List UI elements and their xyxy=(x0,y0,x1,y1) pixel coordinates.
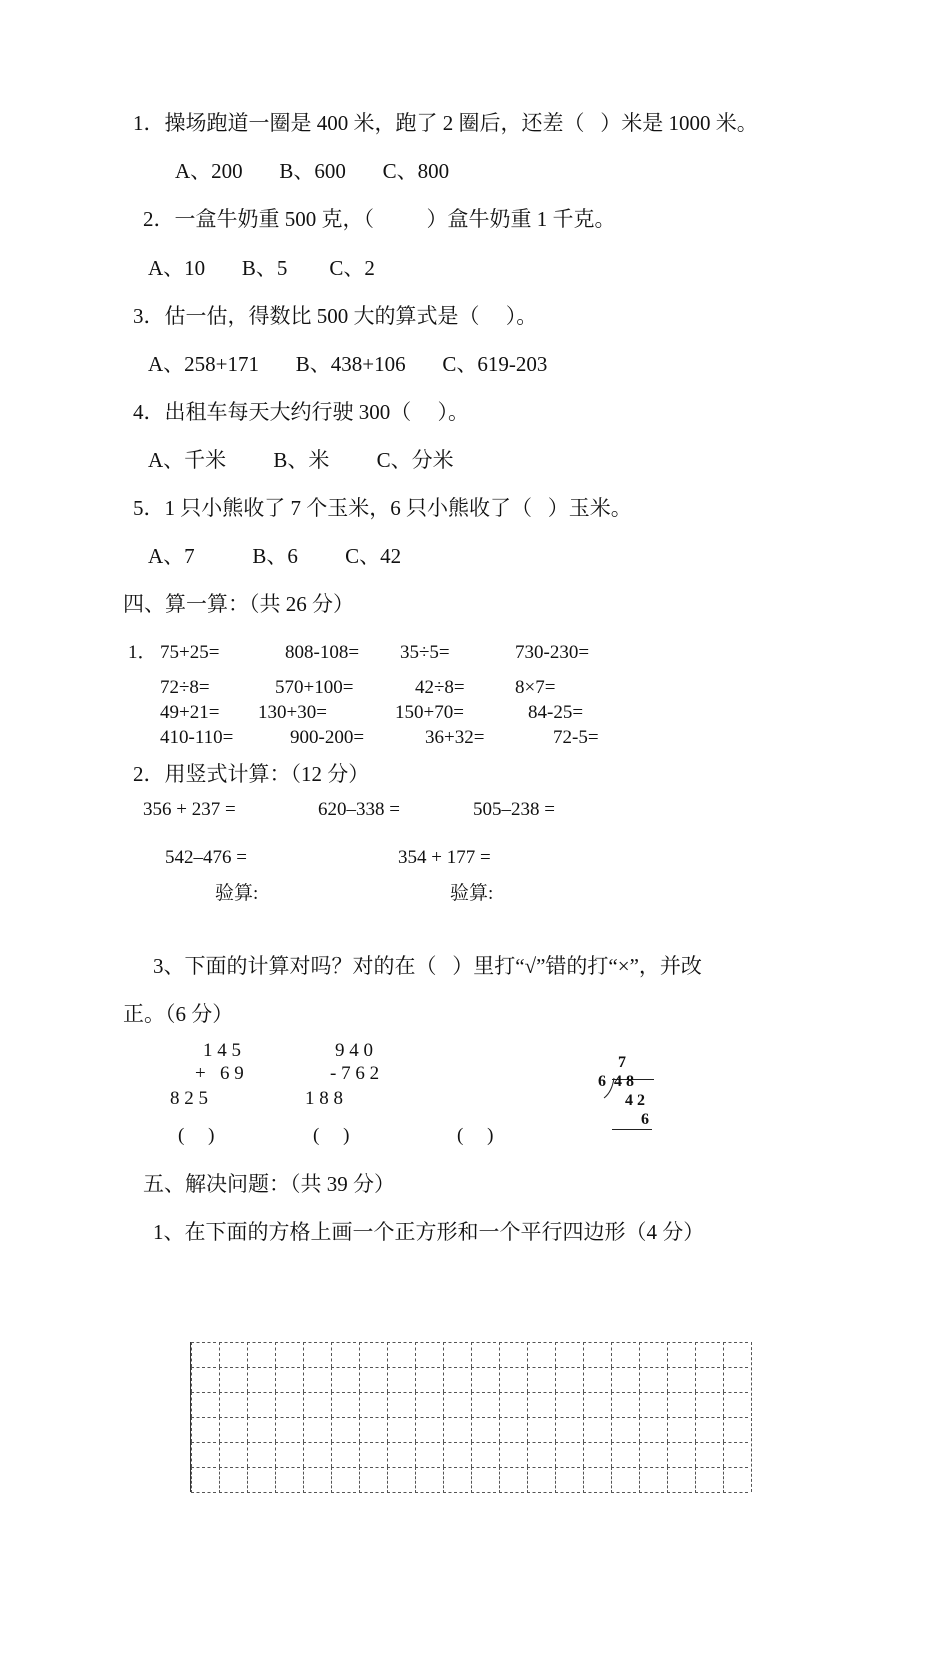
grid-cell[interactable] xyxy=(583,1442,608,1467)
grid-cell[interactable] xyxy=(415,1442,440,1467)
grid-cell[interactable] xyxy=(303,1417,328,1442)
grid-cell[interactable] xyxy=(583,1417,608,1442)
grid-cell[interactable] xyxy=(667,1342,692,1367)
grid-cell[interactable] xyxy=(191,1342,216,1367)
grid-cell[interactable] xyxy=(527,1392,552,1417)
calc-item: 130+30= xyxy=(258,702,327,723)
grid-cell[interactable] xyxy=(359,1367,384,1392)
grid-cell[interactable] xyxy=(499,1342,524,1367)
grid-cell[interactable] xyxy=(499,1417,524,1442)
division-dividend: 4 8 xyxy=(614,1073,634,1090)
calc-item: 35÷5= xyxy=(400,642,450,663)
grid-cell[interactable] xyxy=(275,1342,300,1367)
grid-cell[interactable] xyxy=(191,1467,216,1493)
grid-cell[interactable] xyxy=(695,1467,720,1493)
calc-item: 808-108= xyxy=(285,642,360,663)
grid-cell[interactable] xyxy=(555,1342,580,1367)
grid-cell[interactable] xyxy=(219,1392,244,1417)
calc-item: 75+25= xyxy=(160,642,220,663)
question-4: 4．出租车每天大约行驶 300（ ）。 xyxy=(133,400,469,424)
grid-cell[interactable] xyxy=(667,1442,692,1467)
grid-cell[interactable] xyxy=(667,1392,692,1417)
grid-cell[interactable] xyxy=(275,1392,300,1417)
question-5-options: A、7 B、6 C、42 xyxy=(148,544,402,568)
grid-cell[interactable] xyxy=(415,1392,440,1417)
grid-cell[interactable] xyxy=(639,1467,664,1493)
judge-question-line1: 3、下面的计算对吗？对的在（ ）里打“√”错的打“×”，并改 xyxy=(153,954,702,978)
grid-cell[interactable] xyxy=(443,1442,468,1467)
grid-cell[interactable] xyxy=(191,1442,216,1467)
grid-cell[interactable] xyxy=(499,1367,524,1392)
vertical-calc-item: 505–238 = xyxy=(473,799,555,820)
grid-cell[interactable] xyxy=(723,1367,748,1392)
grid-cell[interactable] xyxy=(611,1417,636,1442)
grid-cell[interactable] xyxy=(499,1442,524,1467)
check-label: 验算: xyxy=(450,883,494,904)
grid-cell[interactable] xyxy=(387,1417,412,1442)
grid-cell[interactable] xyxy=(583,1367,608,1392)
calc-item: 570+100= xyxy=(275,677,354,698)
calc2-top: 9 4 0 xyxy=(335,1040,373,1061)
grid-cell[interactable] xyxy=(191,1367,216,1392)
grid-cell[interactable] xyxy=(611,1392,636,1417)
grid-cell[interactable] xyxy=(303,1392,328,1417)
grid-cell[interactable] xyxy=(667,1367,692,1392)
grid-cell[interactable] xyxy=(527,1442,552,1467)
grid-cell[interactable] xyxy=(723,1392,748,1417)
grid-cell[interactable] xyxy=(247,1442,272,1467)
grid-cell[interactable] xyxy=(499,1467,524,1493)
calc-item: 36+32= xyxy=(425,727,485,748)
calc-item: 410-110= xyxy=(160,727,234,748)
question-3: 3．估一估，得数比 500 大的算式是（ ）。 xyxy=(133,304,538,328)
division-quotient: 7 xyxy=(618,1054,626,1071)
grid-cell[interactable] xyxy=(359,1417,384,1442)
grid-cell[interactable] xyxy=(611,1467,636,1493)
question-2: 2．一盒牛奶重 500 克，（ ）盒牛奶重 1 千克。 xyxy=(143,207,616,231)
grid-cell[interactable] xyxy=(667,1467,692,1493)
grid-cell[interactable] xyxy=(639,1417,664,1442)
section-5-question-1: 1、在下面的方格上画一个正方形和一个平行四边形（4 分） xyxy=(153,1220,705,1244)
grid-cell[interactable] xyxy=(527,1342,552,1367)
section-4-title: 四、算一算：（共 26 分） xyxy=(123,592,354,616)
question-1-options: A、200 B、600 C、800 xyxy=(175,159,450,183)
grid-cell[interactable] xyxy=(695,1417,720,1442)
grid-cell[interactable] xyxy=(611,1342,636,1367)
question-5: 5．1 只小熊收了 7 个玉米，6 只小熊收了（ ）玉米。 xyxy=(133,496,632,520)
division-product: 4 2 xyxy=(625,1092,645,1109)
grid-cell[interactable] xyxy=(331,1367,356,1392)
grid-cell[interactable] xyxy=(667,1417,692,1442)
vertical-calc-title: 2．用竖式计算：（12 分） xyxy=(133,762,370,786)
grid-cell[interactable] xyxy=(443,1392,468,1417)
grid-cell[interactable] xyxy=(219,1342,244,1367)
calc1-result: 8 2 5 xyxy=(170,1088,208,1109)
grid-cell[interactable] xyxy=(583,1342,608,1367)
calc-item: 72-5= xyxy=(553,727,599,748)
grid-cell[interactable] xyxy=(695,1442,720,1467)
grid-cell[interactable] xyxy=(415,1417,440,1442)
grid-cell[interactable] xyxy=(359,1442,384,1467)
calc1-top: 1 4 5 xyxy=(203,1040,241,1061)
grid-cell[interactable] xyxy=(555,1392,580,1417)
grid-cell[interactable] xyxy=(415,1367,440,1392)
grid-cell[interactable] xyxy=(695,1392,720,1417)
question-4-options: A、千米 B、米 C、分米 xyxy=(148,448,454,472)
section-5-title: 五、解决问题：（共 39 分） xyxy=(143,1172,395,1196)
division-divisor: 6 xyxy=(598,1073,606,1090)
grid-cell[interactable] xyxy=(443,1417,468,1442)
calc-item: 42÷8= xyxy=(415,677,465,698)
grid-cell[interactable] xyxy=(471,1442,496,1467)
grid-cell[interactable] xyxy=(723,1417,748,1442)
vertical-calc-item: 356 + 237 = xyxy=(143,799,236,820)
grid-cell[interactable] xyxy=(275,1467,300,1493)
grid-cell[interactable] xyxy=(723,1442,748,1467)
calc-item: 900-200= xyxy=(290,727,365,748)
grid-cell[interactable] xyxy=(387,1367,412,1392)
grid-cell[interactable] xyxy=(247,1342,272,1367)
grid-cell[interactable] xyxy=(275,1442,300,1467)
grid-cell[interactable] xyxy=(443,1342,468,1367)
grid-cell[interactable] xyxy=(247,1417,272,1442)
grid-cell[interactable] xyxy=(527,1467,552,1493)
calc-item: 8×7= xyxy=(515,677,556,698)
grid-cell[interactable] xyxy=(695,1367,720,1392)
judge-question-line2: 正。（6 分） xyxy=(123,1002,234,1026)
grid-cell[interactable] xyxy=(471,1342,496,1367)
calc-item: 150+70= xyxy=(395,702,464,723)
grid-cell[interactable] xyxy=(583,1467,608,1493)
grid-cell[interactable] xyxy=(639,1392,664,1417)
vertical-calc-item: 542–476 = xyxy=(165,847,247,868)
grid-cell[interactable] xyxy=(499,1392,524,1417)
question-2-options: A、10 B、5 C、2 xyxy=(148,256,375,280)
grid-cell[interactable] xyxy=(275,1417,300,1442)
calc2-mid: - 7 6 2 xyxy=(330,1063,380,1084)
grid-cell[interactable] xyxy=(387,1342,412,1367)
grid-cell[interactable] xyxy=(219,1417,244,1442)
grid-cell[interactable] xyxy=(219,1467,244,1493)
grid-cell[interactable] xyxy=(247,1392,272,1417)
vertical-calc-item: 620–338 = xyxy=(318,799,400,820)
grid-cell[interactable] xyxy=(387,1442,412,1467)
calc2-result: 1 8 8 xyxy=(305,1088,343,1109)
grid-cell[interactable] xyxy=(415,1467,440,1493)
vertical-calc-item: 354 + 177 = xyxy=(398,847,491,868)
grid-cell[interactable] xyxy=(303,1467,328,1493)
grid-cell[interactable] xyxy=(471,1367,496,1392)
grid-cell[interactable] xyxy=(443,1367,468,1392)
grid-cell[interactable] xyxy=(387,1467,412,1493)
drawing-grid[interactable] xyxy=(190,1342,752,1492)
grid-cell[interactable] xyxy=(527,1417,552,1442)
grid-cell[interactable] xyxy=(331,1342,356,1367)
grid-cell[interactable] xyxy=(555,1467,580,1493)
grid-cell[interactable] xyxy=(639,1367,664,1392)
grid-cell[interactable] xyxy=(611,1367,636,1392)
question-1: 1．操场跑道一圈是 400 米，跑了 2 圈后，还差（ ）米是 1000 米。 xyxy=(133,111,758,135)
grid-cell[interactable] xyxy=(387,1392,412,1417)
answer-paren-2: ( ) xyxy=(313,1125,350,1146)
grid-cell[interactable] xyxy=(331,1467,356,1493)
calc-sub1-label: 1． xyxy=(128,642,157,663)
grid-cell[interactable] xyxy=(527,1367,552,1392)
question-3-options: A、258+171 B、438+106 C、619-203 xyxy=(148,352,548,376)
grid-cell[interactable] xyxy=(219,1367,244,1392)
grid-cell[interactable] xyxy=(723,1342,748,1367)
grid-cell[interactable] xyxy=(555,1417,580,1442)
grid-cell[interactable] xyxy=(359,1342,384,1367)
grid-cell[interactable] xyxy=(331,1442,356,1467)
grid-cell[interactable] xyxy=(331,1392,356,1417)
grid-cell[interactable] xyxy=(639,1342,664,1367)
answer-paren-3: ( ) xyxy=(457,1125,494,1146)
calc-item: 72÷8= xyxy=(160,677,210,698)
grid-cell[interactable] xyxy=(303,1367,328,1392)
grid-cell[interactable] xyxy=(471,1392,496,1417)
grid-cell[interactable] xyxy=(191,1417,216,1442)
grid-cell[interactable] xyxy=(303,1342,328,1367)
calc-item: 84-25= xyxy=(528,702,584,723)
check-label: 验算: xyxy=(215,883,259,904)
grid-cell[interactable] xyxy=(331,1417,356,1442)
grid-cell[interactable] xyxy=(583,1392,608,1417)
grid-cell[interactable] xyxy=(723,1467,748,1493)
grid-cell[interactable] xyxy=(247,1467,272,1493)
division-subtract-line xyxy=(612,1129,652,1130)
grid-cell[interactable] xyxy=(359,1467,384,1493)
division-remainder: 6 xyxy=(641,1111,649,1128)
grid-cell[interactable] xyxy=(359,1392,384,1417)
grid-cell[interactable] xyxy=(611,1442,636,1467)
calc-item: 730-230= xyxy=(515,642,590,663)
grid-cell[interactable] xyxy=(247,1367,272,1392)
grid-cell[interactable] xyxy=(443,1467,468,1493)
grid-cell[interactable] xyxy=(219,1442,244,1467)
answer-paren-1: ( ) xyxy=(178,1125,215,1146)
grid-cell[interactable] xyxy=(695,1342,720,1367)
grid-cell[interactable] xyxy=(275,1367,300,1392)
grid-cell[interactable] xyxy=(555,1442,580,1467)
grid-cell[interactable] xyxy=(191,1392,216,1417)
grid-cell[interactable] xyxy=(639,1442,664,1467)
grid-cell[interactable] xyxy=(471,1417,496,1442)
calc-item: 49+21= xyxy=(160,702,220,723)
grid-cell[interactable] xyxy=(555,1367,580,1392)
calc1-mid: + 6 9 xyxy=(195,1063,244,1084)
grid-cell[interactable] xyxy=(303,1442,328,1467)
grid-cell[interactable] xyxy=(415,1342,440,1367)
grid-cell[interactable] xyxy=(471,1467,496,1493)
